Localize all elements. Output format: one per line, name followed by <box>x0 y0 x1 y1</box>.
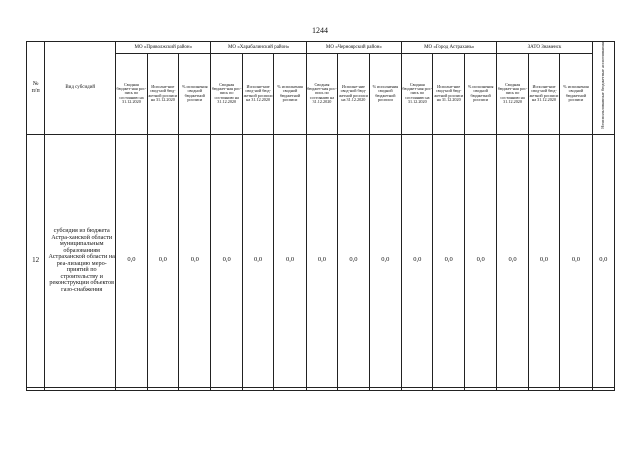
subsidy-type-header: Вид субсидий <box>45 42 116 135</box>
value-cell: 0,0 <box>369 134 401 387</box>
column-header: Исполне-ние свод-ной бюд-жетной росписи на 31.12.2020 <box>147 53 178 134</box>
column-header: % исполнения сводной бюджетной росписи <box>274 53 306 134</box>
group-header-astrakhan: МО «Город Астрахань» <box>402 42 497 54</box>
column-header: Исполне-ние свод-ной бюд-жетной росписи на 31.12.2020 <box>338 53 369 134</box>
table-bottom-cell <box>147 387 178 390</box>
table-bottom-cell <box>560 387 592 390</box>
value-cell: 0,0 <box>211 134 242 387</box>
column-header: Сводная бюджет-ная рос-пись по состоянию на 31.12.2020 <box>306 53 337 134</box>
column-header: Сводная бюджет-ная рос-пись по состоянию на 31.12.2020 <box>116 53 147 134</box>
unused-allocations-value: 0,0 <box>592 134 614 387</box>
value-cell: 0,0 <box>116 134 147 387</box>
group-header-privolzhsky: МО «Приволжский район» <box>116 42 211 54</box>
value-cell: 0,0 <box>497 134 528 387</box>
table-bottom-cell <box>242 387 273 390</box>
page-number: 1244 <box>312 26 328 35</box>
table-bottom-cell <box>528 387 559 390</box>
group-header-kharabalinsky: МО «Харабалинский район» <box>211 42 306 54</box>
value-cell: 0,0 <box>147 134 178 387</box>
value-cell: 0,0 <box>528 134 559 387</box>
group-header-chernoyarsky: МО «Черноярский район» <box>306 42 401 54</box>
subsidy-description: субсидия из бюджета Астра-ханской области муниципальным образованиям Астраханской области на реа-лизацию меро-приятий по строительству и реконструкции объектов газо-снабжения <box>45 134 116 387</box>
column-header: Исполне-ние свод-ной бюд-жетной росписи на 31.12.2020 <box>433 53 464 134</box>
column-header: % исполнения сводной бюджетной росписи <box>560 53 592 134</box>
column-header: % исполнения сводной бюджетной росписи <box>179 53 211 134</box>
row-number: 12 <box>27 134 45 387</box>
value-cell: 0,0 <box>179 134 211 387</box>
value-cell: 0,0 <box>464 134 496 387</box>
table-bottom-cell <box>433 387 464 390</box>
table-bottom-cell <box>306 387 337 390</box>
row-number-header: № п/п <box>27 42 45 135</box>
unused-allocations-label: Неиспользованные бюджетные ассигнования <box>599 42 605 129</box>
table-bottom-cell <box>211 387 242 390</box>
value-cell: 0,0 <box>306 134 337 387</box>
value-cell: 0,0 <box>560 134 592 387</box>
table-bottom-cell <box>274 387 306 390</box>
column-header: % исполнения сводной бюджетной росписи <box>369 53 401 134</box>
table-bottom-cell <box>338 387 369 390</box>
value-cell: 0,0 <box>402 134 433 387</box>
table-bottom-cell <box>116 387 147 390</box>
value-cell: 0,0 <box>433 134 464 387</box>
value-cell: 0,0 <box>242 134 273 387</box>
column-header: Сводная бюджет-ная рос-пись по состоянию на 31.12.2020 <box>211 53 242 134</box>
value-cell: 0,0 <box>338 134 369 387</box>
table-bottom-cell <box>369 387 401 390</box>
column-header: Сводная бюджет-ная рос-пись по состоянию на 31.12.2020 <box>402 53 433 134</box>
subsidy-table <box>26 41 615 391</box>
column-header: Сводная бюджет-ная рос-пись по состоянию на 31.12.2020 <box>497 53 528 134</box>
table-bottom-cell <box>45 387 116 390</box>
unused-allocations-header <box>592 42 614 135</box>
table-bottom-cell <box>464 387 496 390</box>
table-bottom-cell <box>402 387 433 390</box>
value-cell: 0,0 <box>274 134 306 387</box>
column-header: Исполне-ние свод-ной бюд-жетной росписи на 31.12.2020 <box>528 53 559 134</box>
table-bottom-cell <box>592 387 614 390</box>
table-bottom-cell <box>27 387 45 390</box>
table-bottom-cell <box>179 387 211 390</box>
group-header-znamensk: ЗАТО Знаменск <box>497 42 592 54</box>
column-header: % исполнения сводной бюджетной росписи <box>464 53 496 134</box>
table-bottom-cell <box>497 387 528 390</box>
column-header: Исполне-ние свод-ной бюд-жетной росписи на 31.12.2020 <box>242 53 273 134</box>
